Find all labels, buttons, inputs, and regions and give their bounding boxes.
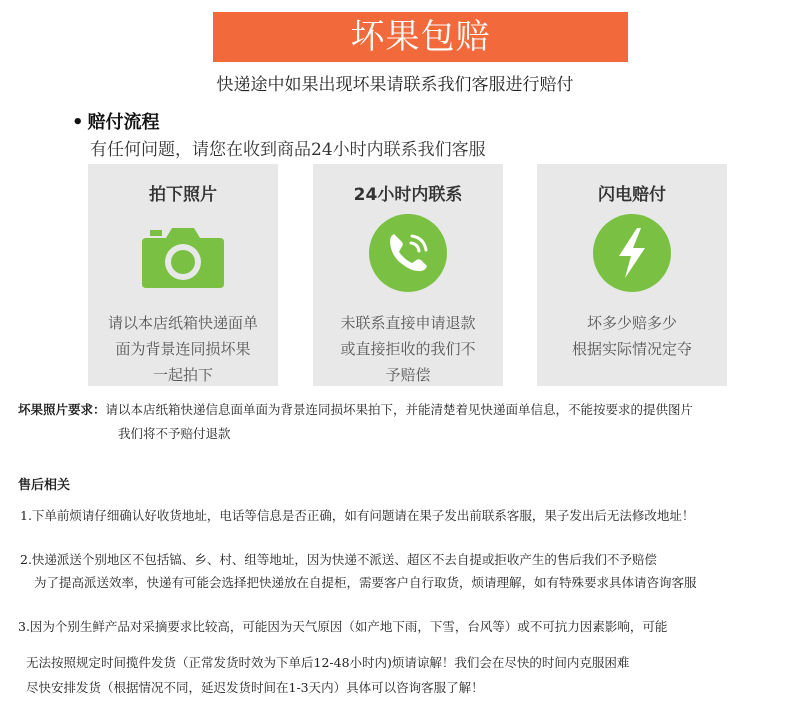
card-text: [94, 310, 272, 388]
subtitle: 快递途中如果出现坏果请联系我们客服进行赔付: [216, 75, 574, 95]
card-line: 未联系直接申请退款: [340, 314, 476, 332]
requirement-text: 请以本店纸箱快递信息面单面为背景连同损坏果拍下，并能清楚着见快递面单信息，不能按要求的提供图片: [105, 402, 694, 417]
camera-icon: [140, 220, 226, 290]
card-text: [543, 310, 721, 362]
card-line: 予赔偿: [385, 366, 431, 384]
card-line: 根据实际情况定夺: [571, 340, 692, 358]
card-take-photo: [88, 164, 278, 386]
flow-title: 赔付流程: [87, 112, 160, 133]
card-fast-compensation: [537, 164, 727, 386]
flow-heading: [72, 108, 160, 134]
card-title: 24小时内联系: [353, 185, 463, 205]
flow-description: 有任何问题，请您在收到商品24小时内联系我们客服: [90, 140, 486, 160]
phone-icon: [369, 214, 447, 292]
after-sales-item-2-line-2: 为了提高派送效率，快递有可能会选择把快递放在自提柜，需要客户自行取货，烦请理解，如有特殊要求具体请咨询客服: [34, 575, 697, 590]
card-text: [319, 310, 497, 388]
after-sales-item-2: 2.快递派送个别地区不包括镐、乡、村、组等地址，因为快递不派送、超区不去自提或拒收产生的售后我们不予赔偿: [20, 552, 657, 567]
after-sales-item-3: 3.因为个别生鲜产品对采摘要求比较高，可能因为天气原因（如产地下雨，下雪，台风等）或不可抗力因素影响，可能: [18, 619, 668, 634]
requirement-label: 坏果照片要求：: [18, 402, 106, 417]
bullet-icon: •: [72, 112, 84, 133]
after-sales-item-3-line-2: 无法按照规定时间揽件发货（正常发货时效为下单后12-48小时内)烦请谅解！我们会在尽快的时间内克服困难: [26, 655, 630, 670]
requirement-text-2: 我们将不予赔付退款: [118, 426, 231, 441]
card-line: 或直接拒收的我们不: [340, 340, 476, 358]
card-contact-24h: [313, 164, 503, 386]
card-title: 闪电赔付: [598, 185, 666, 205]
after-sales-item-1: 1.下单前烦请仔细确认好收货地址，电话等信息是否正确，如有问题请在果子发出前联系客服，果子发出后无法修改地址！: [20, 508, 695, 523]
banner-title: 坏果包赔: [213, 12, 628, 62]
photo-requirement: [18, 398, 693, 446]
after-sales-item-3-line-3: 尽快安排发货（根据情况不同，延迟发货时间在1-3天内）具体可以咨询客服了解！: [26, 680, 484, 695]
card-line: 请以本店纸箱快递面单: [107, 314, 258, 332]
card-title: 拍下照片: [149, 185, 217, 205]
after-sales-title: 售后相关: [18, 478, 71, 493]
card-line: 一起拍下: [152, 366, 213, 384]
card-line: 面为背景连同损坏果: [115, 340, 251, 358]
lightning-icon: [593, 214, 671, 292]
card-line: 坏多少赔多少: [586, 314, 677, 332]
